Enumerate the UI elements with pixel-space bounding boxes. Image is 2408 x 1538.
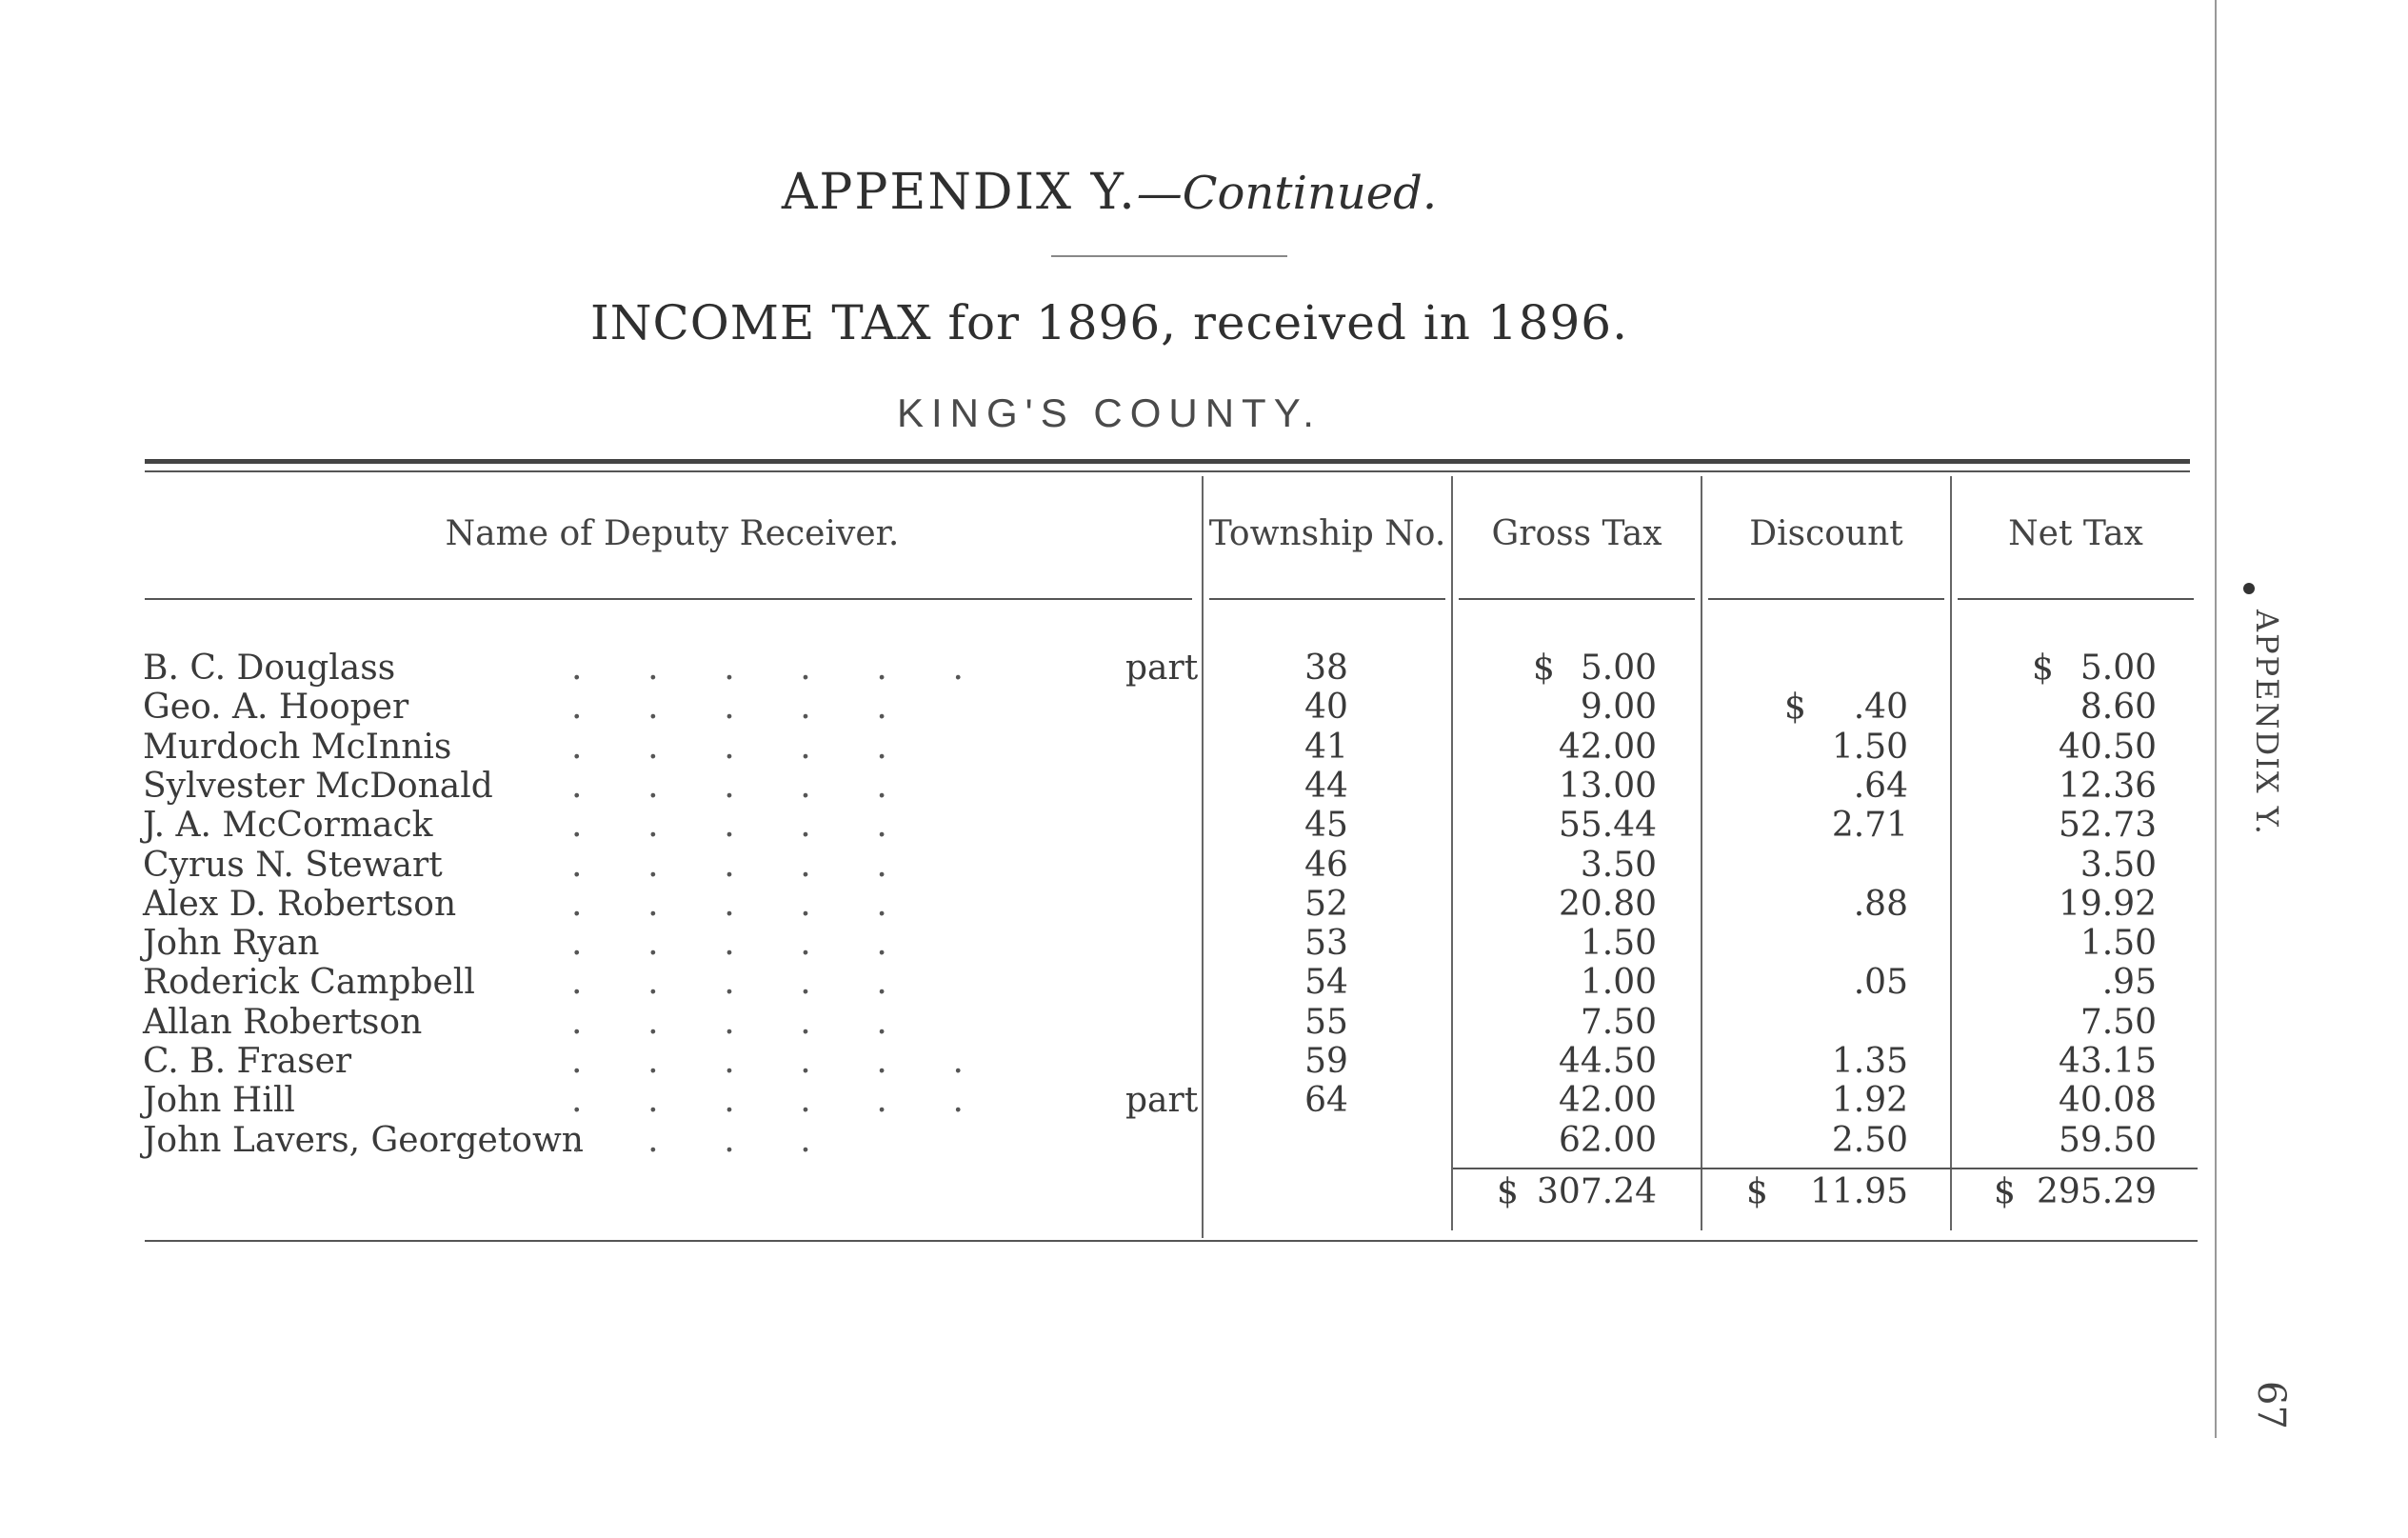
gross-tax: 62.00: [1558, 1121, 1657, 1160]
gross-tax: 5.00: [1580, 649, 1657, 688]
receiver-name: Sylvester McDonald: [143, 767, 493, 806]
discount: .40: [1853, 688, 1908, 727]
table-row: [0, 768, 2219, 806]
table-row: [0, 1122, 2219, 1160]
discount: 2.71: [1831, 806, 1908, 845]
gross-tax: 3.50: [1580, 846, 1657, 885]
table-row: [0, 729, 2219, 767]
col-header-gross: Gross Tax: [1491, 514, 1662, 553]
township-number: 38: [1304, 649, 1348, 688]
dollar-sign: $: [1784, 688, 1806, 727]
net-tax: 12.36: [2058, 767, 2157, 806]
gross-tax: 9.00: [1580, 688, 1657, 727]
col-header-name: Name of Deputy Receiver.: [445, 514, 900, 553]
bottom-rule: [145, 1240, 2198, 1242]
header-underline-discount: [1708, 598, 1944, 600]
township-number: 52: [1304, 885, 1348, 924]
leader-dots: . . . . .: [571, 963, 887, 1002]
table-row: [0, 847, 2219, 885]
table-row: [0, 689, 2219, 727]
table-row: [0, 964, 2219, 1002]
gross-tax: 55.44: [1558, 806, 1657, 845]
leader-dots: . . . . . .: [571, 649, 964, 688]
net-tax: 8.60: [2080, 688, 2157, 727]
net-tax: 7.50: [2080, 1003, 2157, 1042]
leader-dots: . . . . .: [571, 767, 887, 806]
gross-tax: 42.00: [1558, 1081, 1657, 1120]
gross-tax: 20.80: [1558, 885, 1657, 924]
township-number: 41: [1304, 728, 1348, 767]
leader-dots: . . . . . .: [571, 1081, 964, 1120]
receiver-name: John Lavers, Georgetown: [143, 1121, 584, 1160]
net-total-dollar: $: [1994, 1172, 2016, 1211]
header-underline-gross: [1459, 598, 1695, 600]
gross-total: 307.24: [1537, 1172, 1657, 1211]
receiver-name: Geo. A. Hooper: [143, 688, 409, 727]
net-tax: 52.73: [2058, 806, 2157, 845]
township-number: 44: [1304, 767, 1348, 806]
part-note: part: [1125, 649, 1199, 688]
page-number: 67: [2249, 1381, 2293, 1429]
heading-divider: [1051, 255, 1287, 257]
page-edge-line: [2215, 0, 2217, 1438]
net-tax: 5.00: [2080, 649, 2157, 688]
net-total: 295.29: [2037, 1172, 2157, 1211]
bullet-mark: [2243, 583, 2255, 594]
gross-tax: 1.50: [1580, 924, 1657, 963]
appendix-label: APPENDIX Y.: [781, 164, 1137, 221]
township-number: 59: [1304, 1042, 1348, 1081]
discount: .88: [1853, 885, 1908, 924]
receiver-name: C. B. Fraser: [143, 1042, 352, 1081]
receiver-name: Allan Robertson: [143, 1003, 423, 1042]
receiver-name: Cyrus N. Stewart: [143, 846, 443, 885]
discount: 2.50: [1831, 1121, 1908, 1160]
totals-row: [0, 1173, 2219, 1215]
net-tax: 43.15: [2058, 1042, 2157, 1081]
table-row: [0, 925, 2219, 963]
discount: 1.50: [1831, 728, 1908, 767]
receiver-name: J. A. McCormack: [143, 806, 433, 845]
gross-tax: 44.50: [1558, 1042, 1657, 1081]
receiver-name: John Hill: [143, 1081, 295, 1120]
gross-tax: 13.00: [1558, 767, 1657, 806]
top-rule-thin: [145, 470, 2190, 472]
receiver-name: Roderick Campbell: [143, 963, 475, 1002]
net-tax: 1.50: [2080, 924, 2157, 963]
discount: .05: [1853, 963, 1908, 1002]
leader-dots: . . . .: [571, 1121, 811, 1160]
header-underline-township: [1209, 598, 1445, 600]
leader-dots: . . . . .: [571, 688, 887, 727]
discount: 1.35: [1831, 1042, 1908, 1081]
table-row: [0, 649, 2219, 688]
table-row: [0, 1004, 2219, 1042]
col-header-discount: Discount: [1749, 514, 1903, 553]
leader-dots: . . . . .: [571, 1003, 887, 1042]
gross-tax: 7.50: [1580, 1003, 1657, 1042]
discount-total-dollar: $: [1746, 1172, 1768, 1211]
township-number: 46: [1304, 846, 1348, 885]
discount: 1.92: [1831, 1081, 1908, 1120]
header-underline-net: [1958, 598, 2194, 600]
gross-tax: 1.00: [1580, 963, 1657, 1002]
county-title: KING'S COUNTY.: [897, 390, 1322, 435]
township-number: 53: [1304, 924, 1348, 963]
leader-dots: . . . . .: [571, 924, 887, 963]
leader-dots: . . . . . .: [571, 1042, 964, 1081]
leader-dots: . . . . .: [571, 806, 887, 845]
township-number: 55: [1304, 1003, 1348, 1042]
township-number: 40: [1304, 688, 1348, 727]
net-tax: 40.50: [2058, 728, 2157, 767]
receiver-name: B. C. Douglass: [143, 649, 396, 688]
totals-rule: [1453, 1168, 2198, 1169]
table-row: [0, 886, 2219, 924]
township-number: 45: [1304, 806, 1348, 845]
dollar-sign: $: [2032, 649, 2054, 688]
table-row: [0, 1082, 2219, 1120]
receiver-name: John Ryan: [143, 924, 320, 963]
appendix-heading: [0, 164, 2219, 221]
top-rule-thick: [145, 459, 2190, 464]
leader-dots: . . . . .: [571, 846, 887, 885]
receiver-name: Murdoch McInnis: [143, 728, 452, 767]
running-head: APPENDIX Y.: [2249, 609, 2285, 836]
net-tax: 40.08: [2058, 1081, 2157, 1120]
net-tax: 3.50: [2080, 846, 2157, 885]
gross-total-dollar: $: [1497, 1172, 1519, 1211]
continued-label: —Continued.: [1136, 167, 1438, 220]
col-header-net: Net Tax: [2008, 514, 2143, 553]
discount-total: 11.95: [1809, 1172, 1908, 1211]
part-note: part: [1125, 1081, 1199, 1120]
gross-tax: 42.00: [1558, 728, 1657, 767]
net-tax: .95: [2101, 963, 2157, 1002]
table-row: [0, 807, 2219, 845]
discount: .64: [1853, 767, 1908, 806]
leader-dots: . . . . .: [571, 728, 887, 767]
table-title: INCOME TAX for 1896, received in 1896.: [589, 295, 1629, 350]
township-number: 64: [1304, 1081, 1348, 1120]
table-row: [0, 1043, 2219, 1081]
net-tax: 59.50: [2058, 1121, 2157, 1160]
receiver-name: Alex D. Robertson: [143, 885, 457, 924]
dollar-sign: $: [1533, 649, 1555, 688]
township-number: 54: [1304, 963, 1348, 1002]
net-tax: 19.92: [2058, 885, 2157, 924]
col-header-township: Township No.: [1208, 514, 1446, 553]
header-underline-name: [145, 598, 1192, 600]
leader-dots: . . . . .: [571, 885, 887, 924]
